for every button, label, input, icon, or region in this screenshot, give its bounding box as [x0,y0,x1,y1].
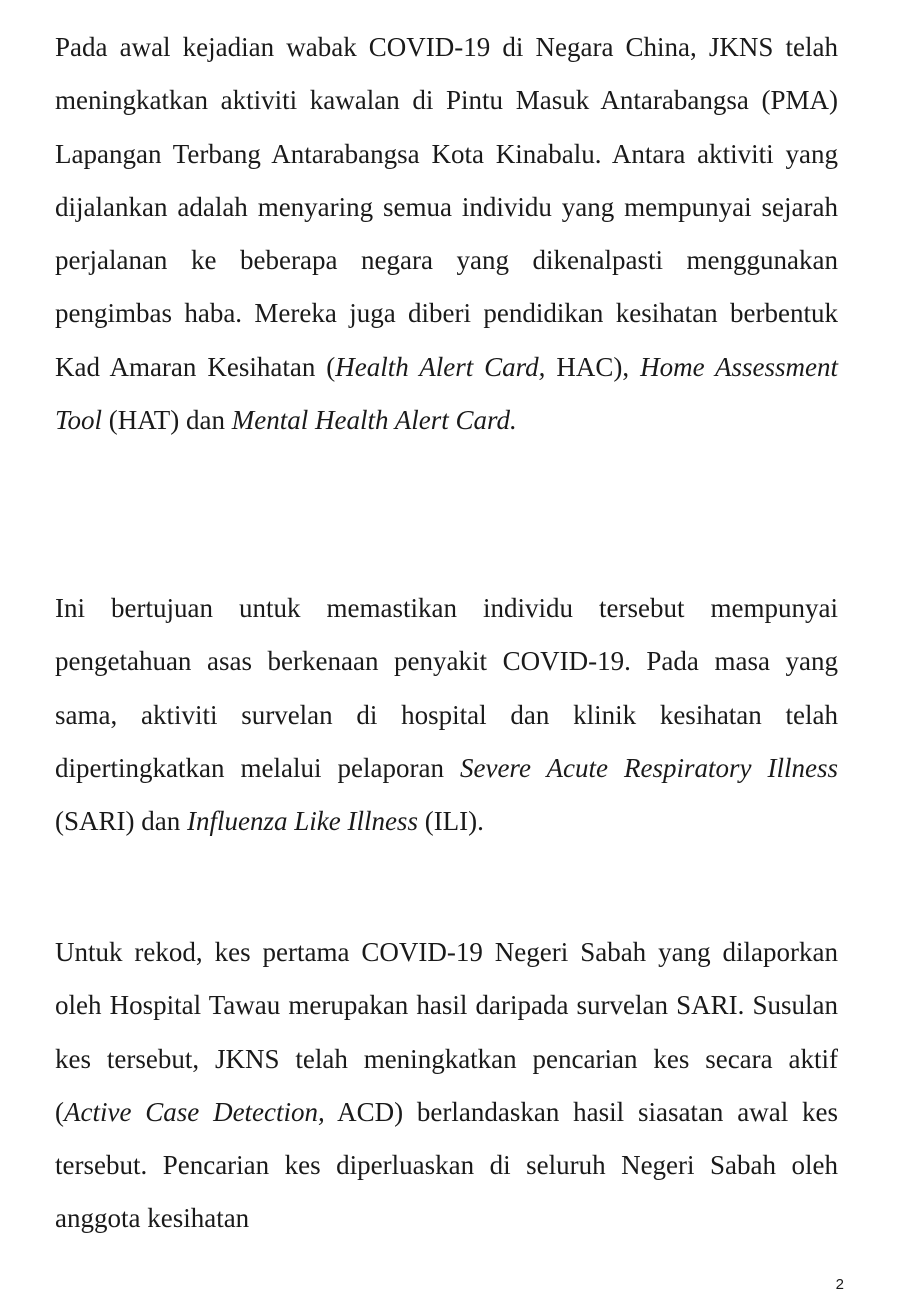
page-number: 2 [835,1276,844,1293]
text-segment: HAC), [545,351,641,382]
italic-term-ili: Influenza Like Illness [186,806,418,837]
italic-term-home-assessment-tool: Home Assessment Tool [55,351,839,436]
text-segment: ACD) berlandaskan hasil siasatan awal kes tersebut. Pencarian kes diperluaskan di seluruh Negeri Sabah oleh anggota kesihatan [55,1096,838,1234]
italic-term-active-case-detection: Active Case Detection, [64,1096,325,1127]
paragraph-first-case [55,926,838,1246]
text-segment: Ini bertujuan untuk memastikan individu tersebut mempunyai pengetahuan asas berkenaan penyakit COVID-19. Pada masa yang sama, aktiviti survelan di hospital dan klinik kesihatan telah dipertingkatkan melalui pelaporan [55,593,838,783]
paragraph-surveillance [55,582,838,848]
text-segment: Untuk rekod, kes pertama COVID-19 Negeri Sabah yang dilaporkan oleh Hospital Tawau merupakan hasil daripada survelan SARI. Susulan kes tersebut, JKNS telah meningkatkan pencarian kes secara aktif ( [55,937,838,1127]
text-segment: Pada awal kejadian wabak COVID-19 di Negara China, JKNS telah meningkatkan aktiviti kawalan di Pintu Masuk Antarabangsa (PMA) Lapangan Terbang Antarabangsa Kota Kinabalu. Antara aktiviti yang dijalankan adalah menyaring semua individu yang mempunyai sejarah perjalanan ke beberapa negara yang dikenalpasti menggunakan pengimbas haba. Mereka juga diberi pendidikan kesihatan berbentuk Kad Amaran Kesihatan ( [55,32,838,382]
italic-term-health-alert-card: Health Alert Card, [335,351,546,382]
text-segment: (SARI) dan [55,806,187,837]
italic-term-mental-health-alert-card: Mental Health Alert Card. [231,405,517,436]
italic-term-sari: Severe Acute Respiratory Illness [459,752,838,783]
text-segment: (HAT) dan [102,405,232,436]
paragraph-pma-screening [55,21,838,447]
text-segment: (ILI). [417,806,484,837]
